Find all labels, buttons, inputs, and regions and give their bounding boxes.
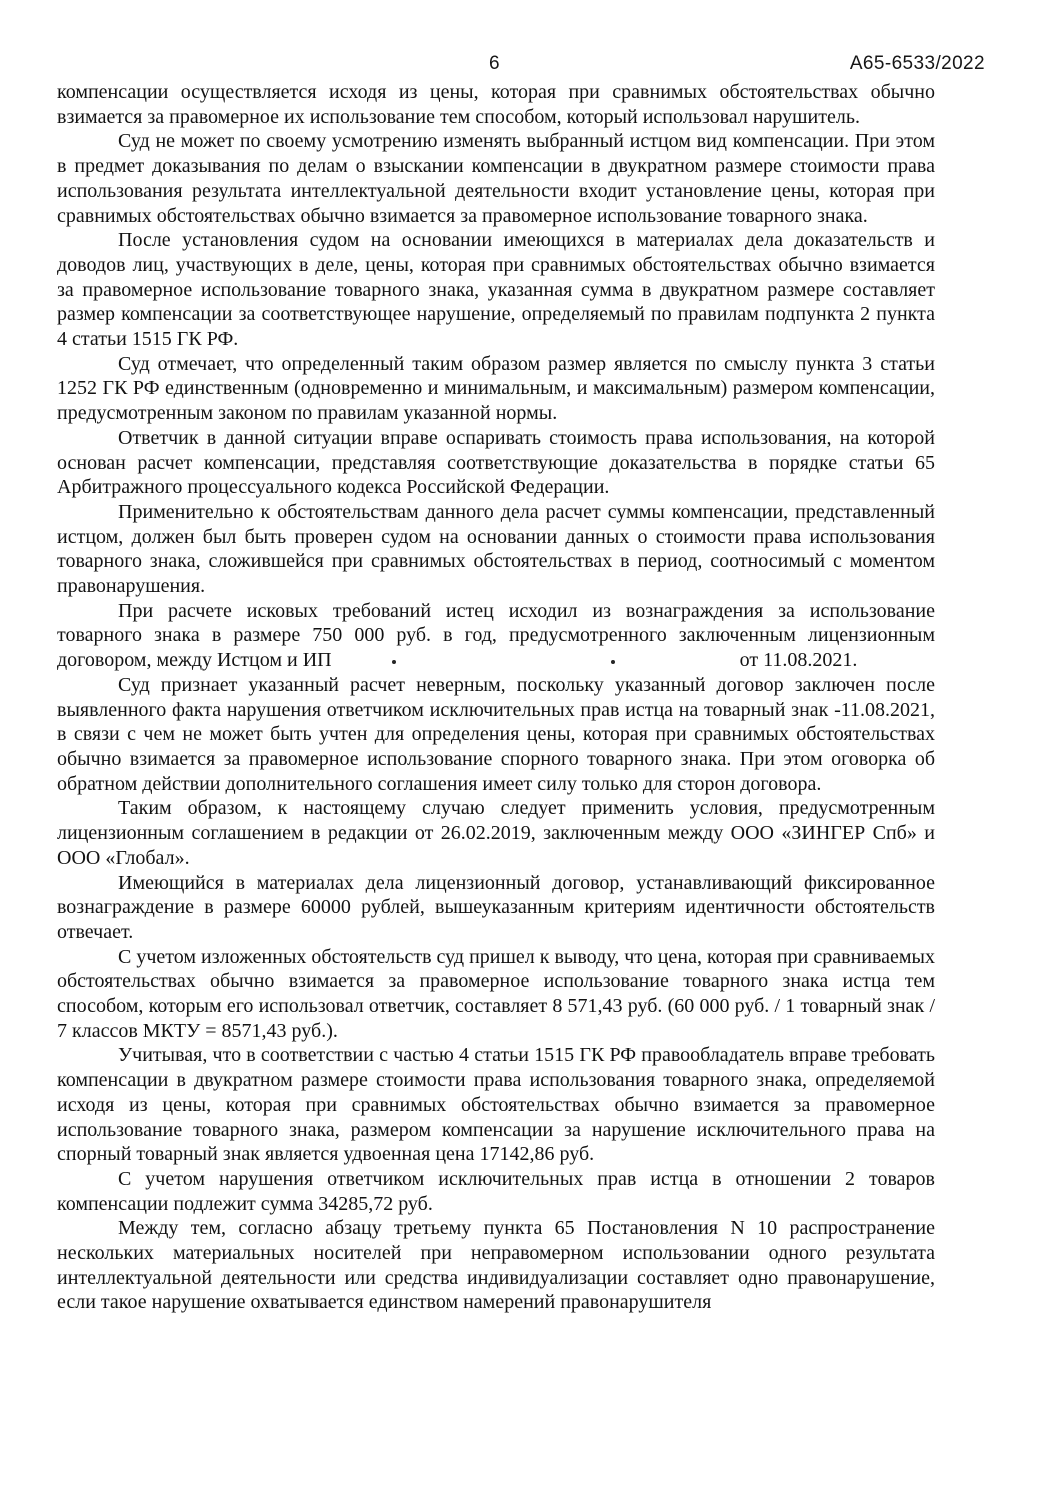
case-number: А65-6533/2022	[849, 53, 985, 74]
paragraph: Ответчик в данной ситуации вправе оспаривать стоимость права использования, на которой основан расчет компенсации, представляя соответствующие доказательства в порядке статьи 65 Арбитражного процессуального кодекса Российской Федерации.	[57, 426, 935, 499]
paragraph: компенсации осуществляется исходя из цены, которая при сравнимых обстоятельствах обычно взимается за правомерное их использование тем способом, который использовал нарушитель.	[57, 81, 935, 128]
paragraph: Имеющийся в материалах дела лицензионный договор, устанавливающий фиксированное вознаграждение в размере 60000 рублей, вышеуказанным критериям идентичности обстоятельств отвечает.	[57, 871, 935, 943]
paragraph-with-redaction	[57, 599, 935, 673]
redaction-dot	[611, 660, 615, 664]
paragraph: Между тем, согласно абзацу третьему пункта 65 Постановления N 10 распространение нескольких материальных носителей при неправомерном использовании одного результата интеллектуальной деятельности или средства индивидуализации составляет одно правонарушение, если такое нарушение охватывается единством намерений правонарушителя	[57, 1217, 935, 1314]
paragraph: Учитывая, что в соответствии с частью 4 статьи 1515 ГК РФ правообладатель вправе требовать компенсации в двукратном размере стоимости права использования товарного знака, определяемой исходя из цены, которая при сравнимых обстоятельствах обычно взимается за правомерное использование товарного знака, размером компенсации за нарушение исключительного права на спорный товарный знак является удвоенная цена 17142,86 руб.	[57, 1044, 935, 1166]
paragraph: Применительно к обстоятельствам данного дела расчет суммы компенсации, представленный истцом, должен был быть проверен судом на основании данных о стоимости права использования товарного знака, сложившейся при сравнимых обстоятельствах в период, соотносимый с моментом правонарушения.	[57, 500, 935, 598]
paragraph: Таким образом, к настоящему случаю следует применить условия, предусмотренным лицензионным соглашением в редакции от 26.02.2019, заключенным между ООО «ЗИНГЕР Спб» и ООО «Глобал».	[57, 797, 935, 869]
paragraph: Суд отмечает, что определенный таким образом размер является по смыслу пункта 3 статьи 1252 ГК РФ единственным (одновременно и минимальным, и максимальным) размером компенсации, предусмотренным законом по правилам указанной нормы.	[57, 352, 935, 425]
paragraph: После установления судом на основании имеющихся в материалах дела доказательств и доводов лиц, участвующих в деле, цены, которая при сравнимых обстоятельствах обычно взимается за правомерное использование товарного знака, указанная сумма в двукратном размере составляет размер компенсации за соответствующее нарушение, определяемый по правилам подпункта 2 пункта 4 статьи 1515 ГК РФ.	[57, 229, 935, 351]
paragraph: Суд не может по своему усмотрению изменять выбранный истцом вид компенсации. При этом в предмет доказывания по делам о взыскании компенсации в двукратном размере стоимости права использования результата интеллектуальной деятельности входит установление цены, которая при сравнимых обстоятельствах обычно взимается за правомерное использование товарного знака.	[57, 130, 935, 227]
paragraph-text: При расчете исковых требований истец исходил из вознаграждения за использование товарного знака в размере 750 000 руб. в год, предусмотренного заключенным лицензионным договором, между Истцом и ИП	[57, 599, 935, 672]
page-number: 6	[489, 53, 500, 74]
paragraph: Суд признает указанный расчет неверным, поскольку указанный договор заключен после выявленного факта нарушения ответчиком исключительных прав истца на товарный знак -11.08.2021, в связи с чем не может быть учтен для определения цены, которая при сравнимых обстоятельствах обычно взимается за правомерное использование спорного товарного знака. При этом оговорка об обратном действии дополнительного соглашения имеет силу только для сторон договора.	[57, 673, 935, 795]
redaction-gap	[337, 652, 735, 666]
paragraph: С учетом нарушения ответчиком исключительных прав истца в отношении 2 товаров компенсации подлежит сумма 34285,72 руб.	[57, 1167, 935, 1215]
page-header	[0, 53, 1060, 77]
document-body	[57, 80, 935, 1315]
redaction-dot	[392, 660, 396, 664]
contract-date-text: от 11.08.2021.	[739, 649, 858, 672]
paragraph: С учетом изложенных обстоятельств суд пришел к выводу, что цена, которая при сравниваемых обстоятельствах обычно взимается за правомерное использование товарного знака истца тем способом, которым его использовал ответчик, составляет 8 571,43 руб. (60 000 руб. / 1 товарный знак / 7 классов МКТУ = 8571,43 руб.).	[57, 945, 935, 1042]
